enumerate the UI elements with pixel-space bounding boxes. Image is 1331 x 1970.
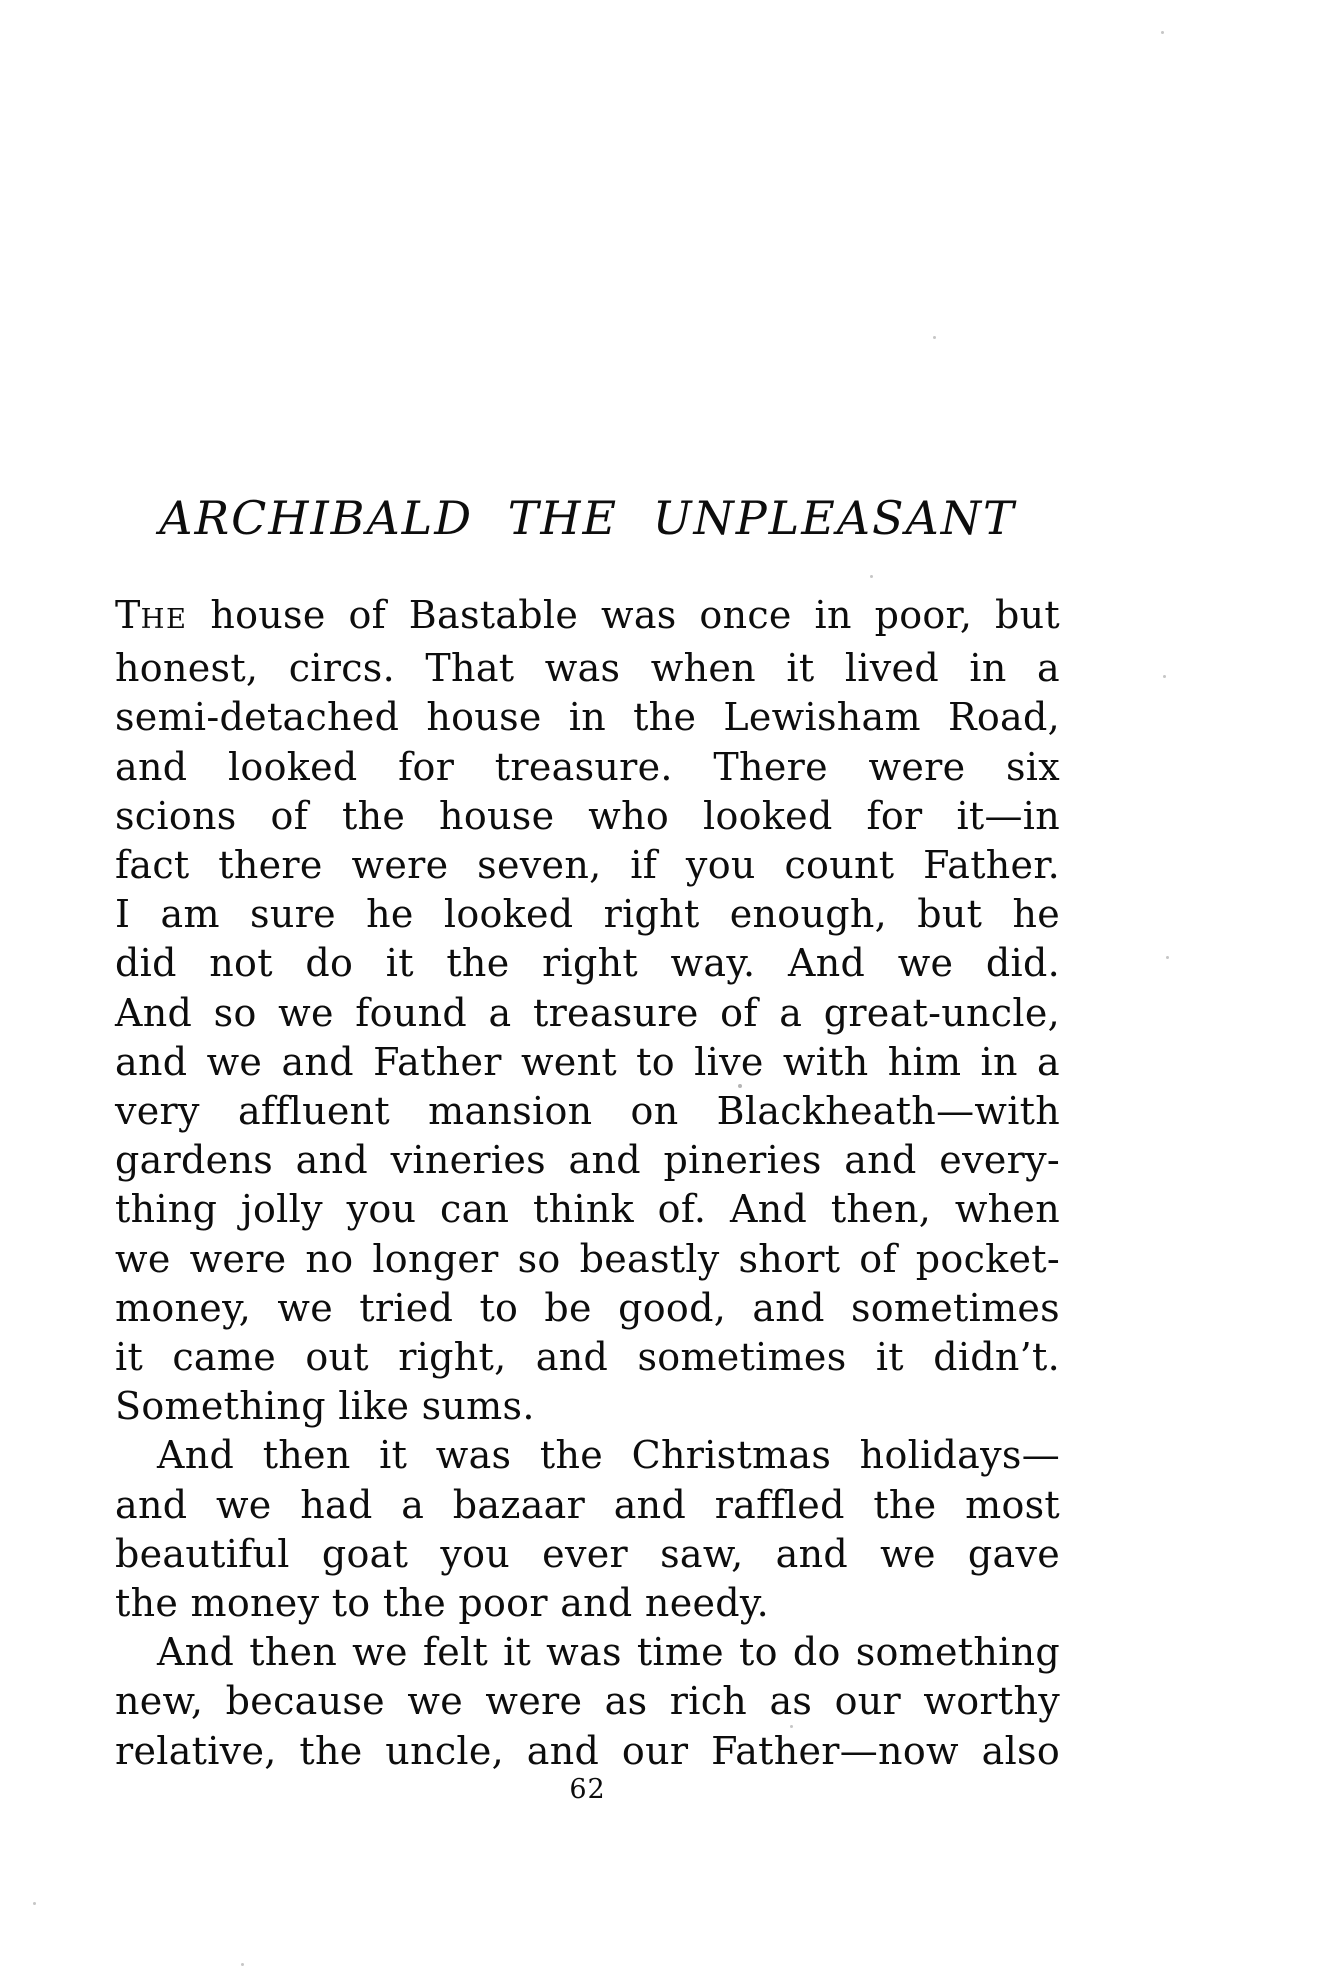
- text-line: gardens and vineries and pineries and every-: [115, 1138, 1060, 1183]
- text-line: beautiful goat you ever saw, and we gave: [115, 1531, 1060, 1576]
- scan-speck: [241, 1963, 244, 1966]
- text-line: And then we felt it was time to do something: [157, 1630, 1060, 1675]
- text-line: and we had a bazaar and raffled the most: [115, 1482, 1060, 1527]
- text-line: money, we tried to be good, and sometimes: [115, 1285, 1060, 1330]
- page-title: ARCHIBALD THE UNPLEASANT: [159, 491, 1016, 545]
- text-line: the money to the poor and needy.: [115, 1581, 770, 1626]
- scan-speck: [933, 336, 936, 339]
- scan-speck: [33, 1902, 36, 1905]
- lead-word-smallcaps: HE: [140, 604, 188, 635]
- text-line: And then it was the Christmas holidays—: [157, 1433, 1060, 1478]
- text-line: relative, the uncle, and our Father—now also: [115, 1728, 1060, 1773]
- text-line: thing jolly you can think of. And then, when: [115, 1187, 1060, 1232]
- scan-speck: [1163, 675, 1166, 678]
- text-line: we were no longer so beastly short of pocket-: [115, 1236, 1060, 1281]
- text-line: new, because we were as rich as our worthy: [115, 1679, 1060, 1724]
- scan-speck: [870, 575, 873, 578]
- lead-word: THE: [115, 593, 188, 637]
- text-line: THE house of Bastable was once in poor, but: [115, 593, 1060, 637]
- text-line: very affluent mansion on Blackheath—with: [115, 1089, 1060, 1134]
- body-text: [115, 591, 1060, 1776]
- text-line: scions of the house who looked for it—in: [115, 793, 1060, 838]
- text-line: it came out right, and sometimes it didn’t.: [115, 1335, 1060, 1380]
- text-line: and we and Father went to live with him in a: [115, 1039, 1060, 1084]
- text-line: honest, circs. That was when it lived in a: [115, 646, 1060, 691]
- text-line: did not do it the right way. And we did.: [115, 941, 1060, 986]
- text-line: Something like sums.: [115, 1384, 535, 1429]
- text-line: fact there were seven, if you count Father.: [115, 843, 1060, 888]
- scan-speck: [790, 1725, 793, 1728]
- page-number: 62: [569, 1774, 606, 1805]
- text-line: I am sure he looked right enough, but he: [115, 892, 1060, 937]
- text-line: semi-detached house in the Lewisham Road,: [115, 695, 1060, 740]
- scan-speck: [1166, 956, 1169, 959]
- scan-speck: [1161, 31, 1164, 34]
- text-line: and looked for treasure. There were six: [115, 744, 1060, 789]
- text-line: And so we found a treasure of a great-uncle,: [115, 990, 1060, 1035]
- scan-speck: [738, 1084, 742, 1088]
